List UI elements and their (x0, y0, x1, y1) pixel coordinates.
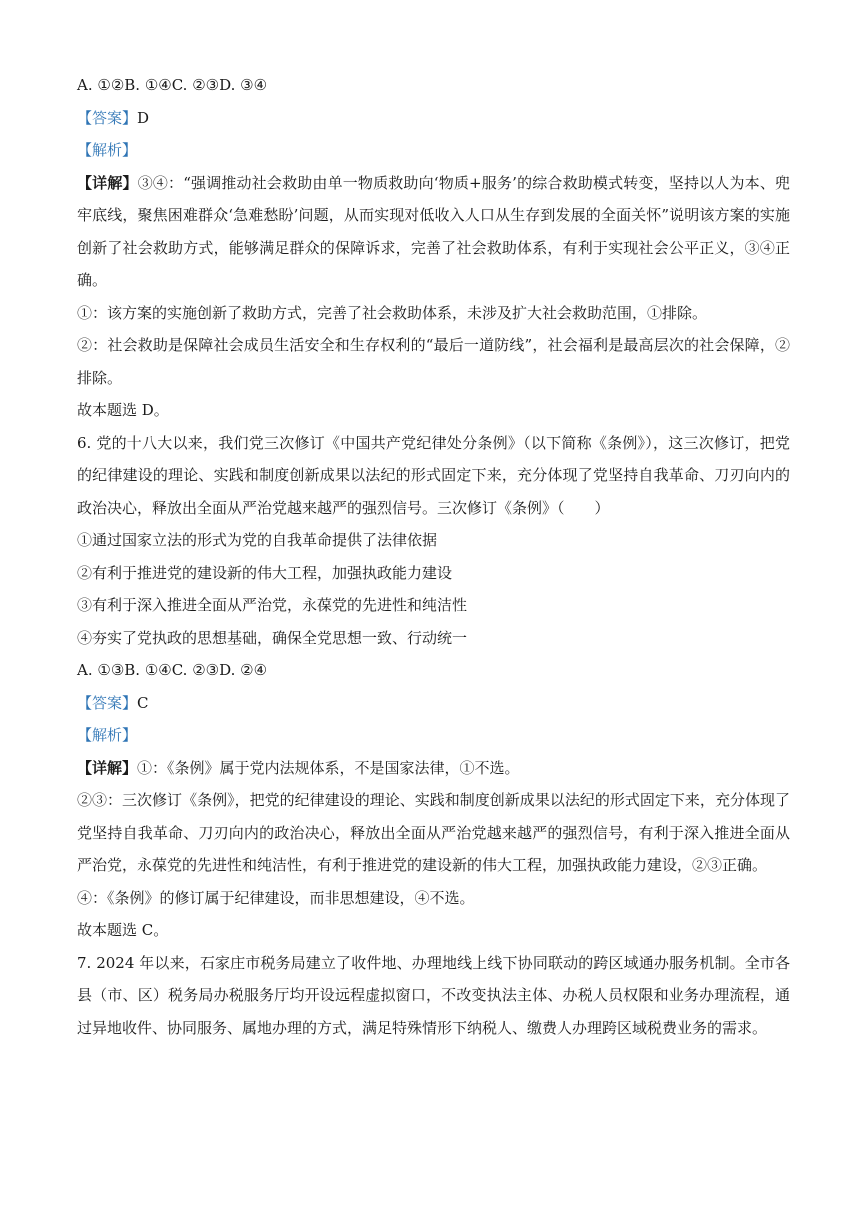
q6-item-3: ③有利于深入推进全面从严治党，永葆党的先进性和纯洁性 (77, 596, 468, 614)
q5-conclusion: 故本题选 D。 (77, 401, 169, 419)
analysis-tag: 【解析】 (77, 141, 138, 159)
q6-detail-p2: ②③：三次修订《条例》，把党的纪律建设的理论、实践和制度创新成果以法纪的形式固定下来，充分体现了党坚持自我革命、刀刃向内的政治决心，释放出全面从严治党越来越严的强烈信号，有利于深入推进全面从严治党，永葆党的先进性和纯洁性，有利于推进党的建设新的伟大工程，加强执政能力建设，②③正确。 (77, 791, 790, 874)
answer-tag: 【答案】 (77, 108, 138, 127)
q6-stem: 6. 党的十八大以来，我们党三次修订《中国共产党纪律处分条例》（以下简称《条例》），这三次修订，把党的纪律建设的理论、实践和制度创新成果以法纪的形式固定下来，充分体现了党坚持自我革命、刀刃向内的政治决心，释放出全面从严治党越来越严的强烈信号。三次修订《条例》（ ） (77, 433, 790, 517)
q6-conclusion: 故本题选 C。 (77, 921, 169, 939)
q5-answer-line (77, 102, 790, 135)
q6-options: A. ①③B. ①④C. ②③D. ②④ (77, 661, 268, 679)
q5-analysis-line (77, 134, 790, 167)
q6-item-4: ④夯实了党执政的思想基础，确保全党思想一致、行动统一 (77, 628, 468, 647)
q5-detail-text-1: ③④：“强调推动社会救助由单一物质救助向‘物质+服务’的综合救助模式转变，坚持以人为本、兜牢底线，聚焦困难群众‘急难愁盼’问题，从而实现对低收入人口从生存到发展的全面关怀”说明该方案的实施创新了社会救助方式，能够满足群众的保障诉求，完善了社会救助体系，有利于实现社会公平正义，③④正确。 (77, 173, 790, 289)
q6-analysis-line (77, 719, 790, 752)
q5-detail-p3: ②：社会救助是保障社会成员生活安全和生存权利的“最后一道防线”，社会福利是最高层次的社会保障，②排除。 (77, 336, 790, 387)
answer-tag: 【答案】 (77, 693, 138, 712)
q5-answer: D (137, 108, 150, 127)
q5-options: A. ①②B. ①④C. ②③D. ③④ (77, 76, 268, 94)
q6-answer: C (137, 693, 149, 712)
q6-answer-line (77, 687, 790, 720)
q6-item-1: ①通过国家立法的形式为党的自我革命提供了法律依据 (77, 531, 438, 549)
detail-tag: 【详解】 (77, 173, 138, 192)
q6-detail-p1 (77, 752, 790, 785)
q6-detail-p3: ④：《条例》的修订属于纪律建设，而非思想建设，④不选。 (77, 888, 475, 907)
analysis-tag: 【解析】 (77, 726, 138, 744)
q7-stem: 7. 2024 年以来，石家庄市税务局建立了收件地、办理地线上线下协同联动的跨区域通办服务机制。全市各县（市、区）税务局办税服务厅均开设远程虚拟窗口，不改变执法主体、办税人员权限和业务办理流程，通过异地收件、协同服务、属地办理的方式，满足特殊情形下纳税人、缴费人办理跨区域税费业务的需求。 (77, 953, 790, 1037)
q5-detail-p2: ①：该方案的实施创新了救助方式，完善了社会救助体系，未涉及扩大社会救助范围，①排除。 (77, 303, 708, 322)
q6-detail-text-1: ①：《条例》属于党内法规体系，不是国家法律，①不选。 (137, 758, 520, 777)
detail-tag: 【详解】 (77, 758, 138, 777)
q6-item-2: ②有利于推进党的建设新的伟大工程，加强执政能力建设 (77, 563, 453, 582)
q5-detail-p1 (77, 167, 790, 297)
